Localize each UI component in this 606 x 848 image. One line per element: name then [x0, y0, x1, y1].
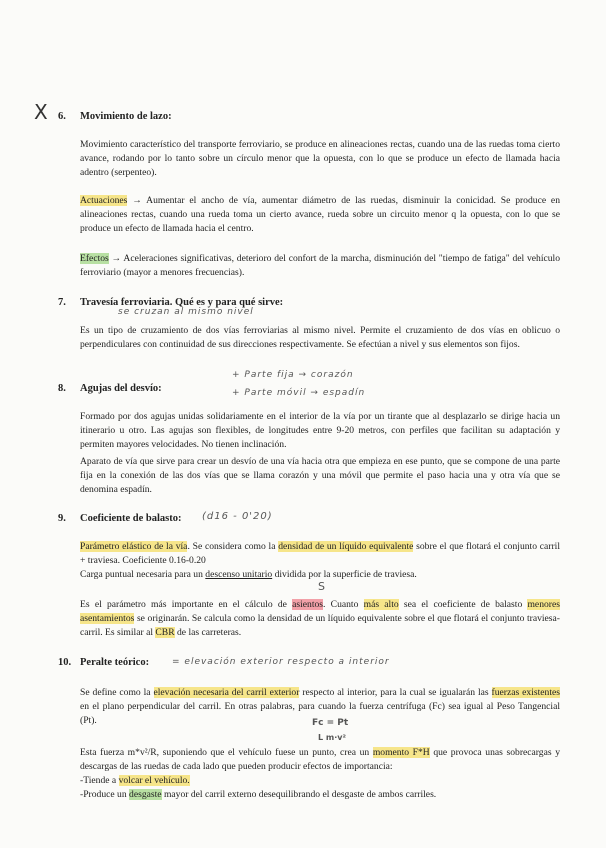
section-10-title: Peralte teórico: [80, 657, 150, 668]
section-10-paragraph-1: Se define como la elevación necesaria del carril exterior respecto al interior, para la cual se igualarán las fuerzas existentes en el plano perpendicular del carril. En otras palabras, para cuando la fuerza centrífuga (Fc) sea igual al Peso Tangencial (Pt). [80, 687, 560, 726]
section-9-paragraph-2: Es el parámetro más importante en el cálculo de asientos. Cuanto más alto sea el coeficiente de balasto menores asentamientos se originarán. Se calcula como la densidad de un líquido equivalente sobre el que flotará el conjunto traviesa-carril. Es similar al CBR de las carreteras. [80, 599, 560, 638]
cbr-highlight: CBR [155, 627, 175, 638]
section-6-heading: 6. Movimiento de lazo: [58, 111, 172, 122]
menores-asentamientos-highlight: menores asentamientos [80, 599, 560, 624]
momento-highlight: momento F*H [372, 747, 430, 758]
actuaciones-label: Actuaciones [80, 195, 128, 206]
desgaste-highlight: desgaste [129, 789, 162, 800]
section-6-paragraph-1: Movimiento característico del transporte ferroviario, se produce en alineaciones rectas, cuando una de las ruedas toma cierto avance, rodando por lo tanto sobre un círculo menor que la opuesta, con lo que se produce un efecto de llamada hacia adentro (serpenteo). [80, 139, 560, 178]
section-10-paragraph-2: Esta fuerza m*v²/R, suponiendo que el vehículo fuese un punto, crea un momento F*H que provoca unas sobrecargas y descargas de las ruedas de cada lado que pueden producir efectos de importancia: -Tiende a volcar el vehículo. -Produce un desgaste mayor del carril externo desequilibrando el desgaste de ambos carriles. [80, 747, 560, 800]
agujas-handwritten-note-1: + Parte fija → corazón [232, 370, 354, 380]
descenso-unitario-underline: descenso unitario [205, 569, 273, 580]
travesia-handwritten-note: se cruzan al mismo nivel [118, 307, 254, 317]
fc-handwritten-note: Fc = Pt [312, 718, 349, 728]
asientos-highlight: asientos [292, 599, 324, 610]
balasto-handwritten-note: (d16 - 0'20) [202, 511, 273, 522]
fuerzas-existentes-highlight: fuerzas existentes [491, 687, 560, 698]
volcar-highlight: volcar el vehículo. [118, 775, 190, 786]
handwritten-x-mark: X [34, 100, 48, 124]
mv-handwritten-note: L m·v² [318, 733, 346, 742]
section-7-heading: 7. Travesía ferroviaria. Qué es y para qué sirve: [58, 297, 284, 308]
section-9-paragraph-1: Parámetro elástico de la vía. Se considera como la densidad de un líquido equivalente sobre el que flotará el conjunto carril + traviesa. Coeficiente 0.16-0.20 Carga puntual necesaria para un descenso unitario dividida por la superficie de traviesa. [80, 541, 560, 580]
section-10-heading: 10. Peralte teórico: [58, 657, 150, 668]
elevacion-highlight: elevación necesaria del carril exterior [153, 687, 300, 698]
section-8-paragraph-2: Aparato de vía que sirve para crear un desvío de una vía hacia otra que empieza en ese punto, que se compone de una parte fija en la conexión de las dos vías que se llama corazón y una móvil que permite el paso hacia una y otra vía que se denomina espadín. [80, 456, 560, 495]
densidad-highlight: densidad de un líquido equivalente [278, 541, 414, 552]
section-9-heading: 9. Coeficiente de balasto: [58, 513, 182, 524]
peralte-handwritten-note: = elevación exterior respecto a interior [172, 657, 390, 667]
section-7-title: Travesía ferroviaria. Qué es y para qué sirve: [80, 297, 284, 308]
section-8-title: Agujas del desvío: [80, 383, 162, 394]
agujas-handwritten-note-2: + Parte móvil → espadín [232, 388, 366, 398]
descenso-handwritten-note: S [318, 580, 326, 593]
section-6-title: Movimiento de lazo: [80, 111, 172, 122]
section-6-actuaciones: Actuaciones → Aumentar el ancho de vía, aumentar diámetro de las ruedas, disminuir la conicidad. Se produce en alineaciones rectas, cuando una rueda toma un cierto avance, rueda sobre un circuito menor q la opuesta, con lo que se produce un efecto de llamada hacia el centro. [80, 195, 560, 234]
mas-alto-highlight: más alto [363, 599, 399, 610]
section-8-paragraph-1: Formado por dos agujas unidas solidariamente en el interior de la vía por un tirante que al desplazarlo se dirige hacia un itinerario u otro. Las agujas son flexibles, de longitudes entre 9-20 metros, con perfiles que facilitan su adaptación y permiten mayores velocidades. No tienen inclinación. [80, 411, 560, 450]
section-9-title: Coeficiente de balasto: [80, 513, 182, 524]
section-8-heading: 8. Agujas del desvío: [58, 383, 162, 394]
parametro-elastico-highlight: Parámetro elástico de la vía [80, 541, 188, 552]
section-6-efectos: Efectos → Aceleraciones significativas, deterioro del confort de la marcha, disminución del "tiempo de fatiga" del vehículo ferroviario (mayor a menores frecuencias). [80, 253, 560, 278]
section-7-paragraph: Es un tipo de cruzamiento de dos vías ferroviarias al mismo nivel. Permite el cruzamiento de dos vías en oblicuo o perpendiculares con continuidad de sus direcciones respectivamente. Se efectúan a nivel y sus elementos son fijos. [80, 325, 560, 350]
efectos-label: Efectos [80, 253, 109, 264]
